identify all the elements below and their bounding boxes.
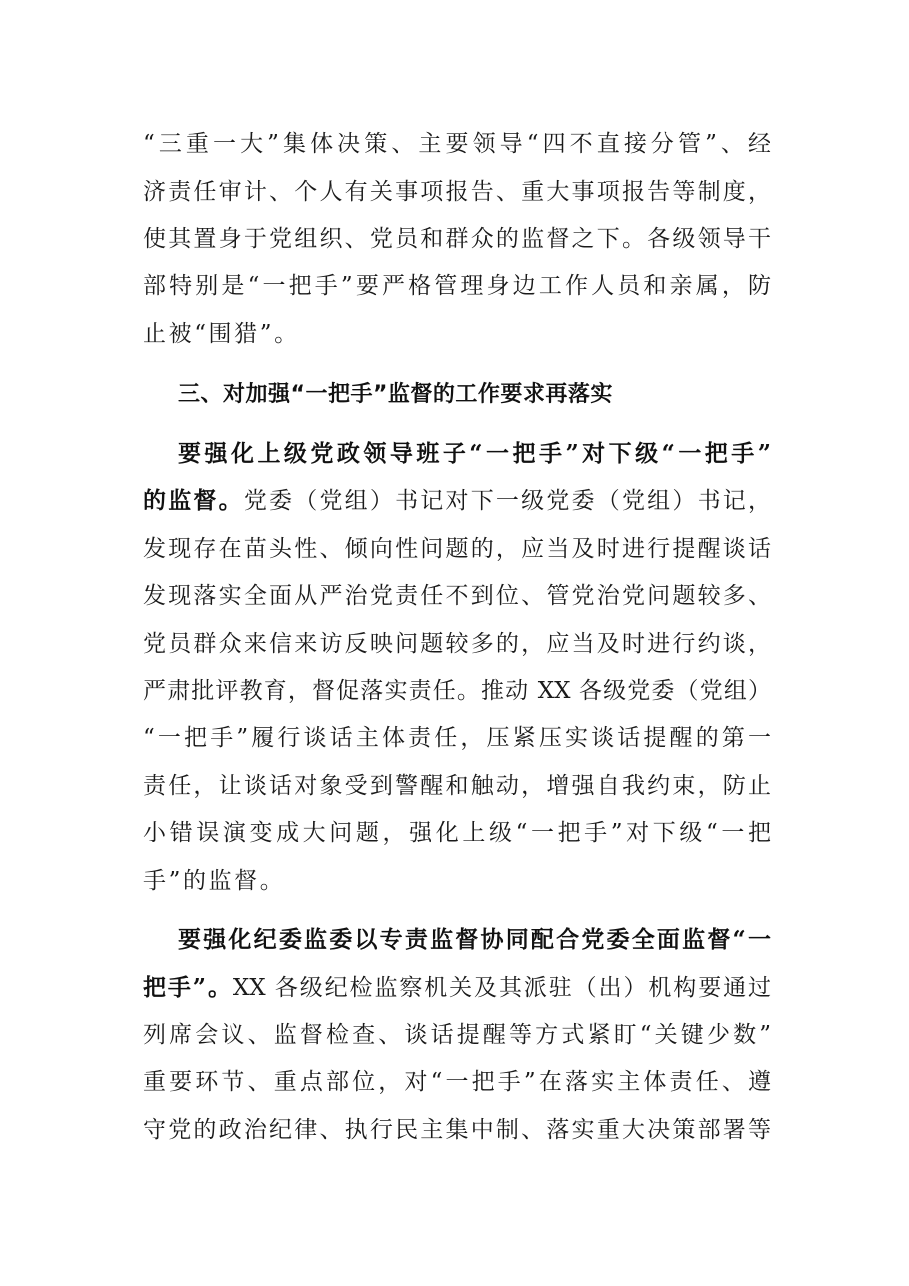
paragraph-line: 手”的监督。: [143, 868, 286, 894]
paragraph-line: 责任，让谈话对象受到警醒和触动，增强自我约束，防止: [143, 773, 771, 799]
paragraph-line: 小错误演变成大问题，强化上级“一把手”对下级“一把: [143, 820, 771, 846]
paragraph-line: [143, 968, 771, 1008]
lead-sentence-end: 把手”。: [143, 974, 233, 1001]
paragraph-line: 重要环节、重点部位，对“一把手”在落实主体责任、遵: [143, 1069, 771, 1095]
lead-sentence-end: 的监督。: [143, 487, 244, 514]
paragraph-line: 使其置身于党组织、党员和群众的监督之下。各级领导干: [143, 226, 771, 252]
paragraph-line: 发现落实全面从严治党责任不到位、管党治党问题较多、: [143, 583, 771, 609]
paragraph-text: XX 各级纪检监察机关及其派驻（出）机构要通过: [232, 975, 772, 1001]
paragraph-line: “一把手”履行谈话主体责任，压紧压实谈话提醒的第一: [143, 725, 771, 751]
paragraph-line: 济责任审计、个人有关事项报告、重大事项报告等制度，: [143, 179, 771, 205]
paragraph-line: 发现存在苗头性、倾向性问题的，应当及时进行提醒谈话: [143, 536, 771, 562]
paragraph-line: 列席会议、监督检查、谈话提醒等方式紧盯“关键少数”: [143, 1022, 771, 1048]
paragraph-line: 党员群众来信来访反映问题较多的，应当及时进行约谈，: [143, 631, 771, 657]
lead-sentence: 要强化上级党政领导班子“一把手”对下级“一把手”: [178, 440, 771, 467]
paragraph-line: 部特别是“一把手”要严格管理身边工作人员和亲属，防: [143, 273, 771, 299]
paragraph-line: [178, 434, 771, 474]
paragraph-line: “三重一大”集体决策、主要领导“四不直接分管”、经: [143, 131, 771, 157]
paragraph-text: 党委（党组）书记对下一级党委（党组）书记，: [243, 488, 772, 514]
section-heading: 三、对加强“一把手”监督的工作要求再落实: [178, 382, 613, 407]
paragraph-line: [178, 920, 771, 960]
paragraph-line: 严肃批评教育，督促落实责任。推动 XX 各级党委（党组）: [143, 678, 771, 704]
lead-sentence: 要强化纪委监委以专责监督协同配合党委全面监督“一: [178, 926, 771, 953]
paragraph-line: 守党的政治纪律、执行民主集中制、落实重大决策部署等: [143, 1117, 771, 1143]
paragraph-line: [143, 481, 771, 521]
paragraph-line: 止被“围猎”。: [143, 321, 300, 347]
